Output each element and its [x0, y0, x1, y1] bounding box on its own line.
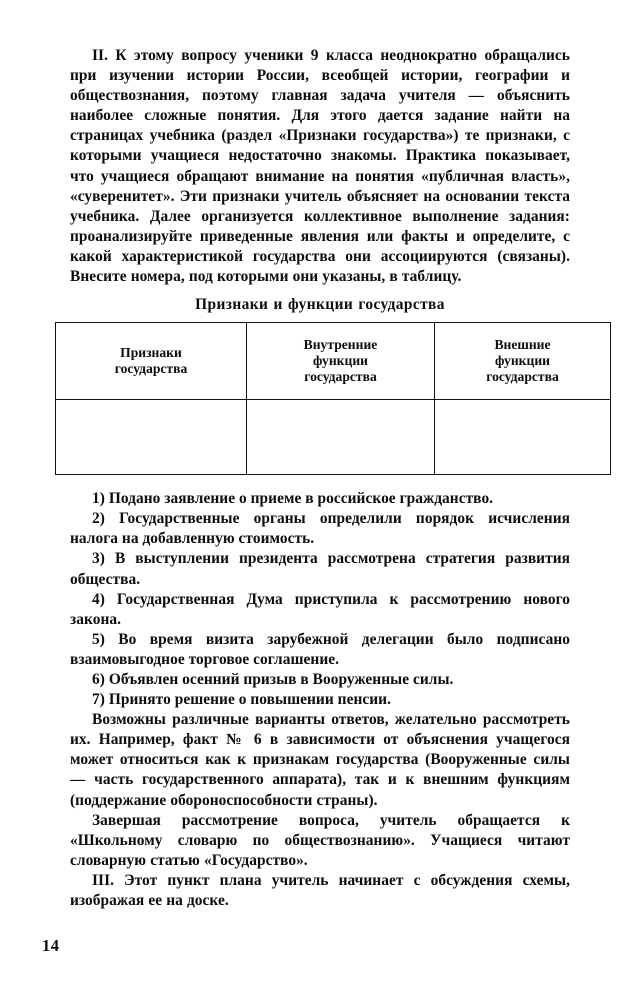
header-line: государства	[304, 369, 377, 385]
header-line: функции	[494, 352, 551, 368]
table-header-cell-internal-functions	[247, 323, 435, 400]
header-line: государства	[114, 361, 188, 377]
page-content	[70, 46, 570, 911]
table-header	[56, 323, 611, 400]
numbered-list	[70, 489, 570, 710]
list-item: 4) Государственная Дума приступила к рассмотрению нового закона.	[70, 590, 570, 628]
paragraph-section-ii: II. К этому вопросу ученики 9 класса неоднократно обращались при изучении истории России, всеобщей истории, географии и обществознания, поэтому главная задача учителя — объяснить наиболее сложные понятия. Для этого дается задание найти на страницах учебника (раздел «Признаки государства») те признаки, с которыми учащиеся недостаточно знакомы. Практика показывает, что учащиеся обращают внимание на понятия «публичная власть», «суверенитет». Эти признаки учитель объясняет на основании текста учебника. Далее организуется коллективное выполнение задания: проанализируйте приведенные явления или факты и определите, с какой характеристикой государства они ассоциируются (связаны). Внесите номера, под которыми они указаны, в таблицу.	[70, 47, 570, 286]
table-cell-internal-blank[interactable]	[247, 400, 435, 475]
header-line: Признаки	[120, 344, 182, 360]
header-line: государства	[486, 369, 559, 385]
table-body	[56, 400, 611, 475]
list-item: 2) Государственные органы определили порядок исчисления налога на добавленную стоимость.	[70, 510, 570, 548]
header-line: функции	[312, 352, 369, 368]
paragraph-section-iii: III. Этот пункт плана учитель начинает с обсуждения схемы, изображая ее на доске.	[70, 871, 570, 909]
paragraph-school-dictionary: Завершая рассмотрение вопроса, учитель обращается к «Школьному словарю по обществознанию». Учащиеся читают словарную статью «Государство».	[70, 811, 570, 869]
table-caption: Признаки и функции государства	[195, 296, 445, 314]
table-header-cell-external-functions	[435, 323, 611, 400]
list-item: 7) Принято решение о повышении пенсии.	[92, 691, 391, 709]
table-cell-external-blank[interactable]	[435, 400, 611, 475]
header-line: Внешние	[494, 336, 551, 352]
list-item: 3) В выступлении президента рассмотрена стратегия развития общества.	[70, 550, 570, 588]
signs-and-functions-table	[55, 322, 611, 475]
table-cell-signs-blank[interactable]	[56, 400, 247, 475]
paragraph-answer-variants: Возможны различные варианты ответов, желательно рассмотреть их. Например, факт № 6 в зависимости от объяснения учащегося может относиться как к признакам государства (Вооруженные силы — часть государственного аппарата), так и к внешним функциям (поддержание обороноспособности страны).	[70, 711, 570, 809]
header-line: Внутренние	[303, 336, 378, 352]
list-item: 6) Объявлен осенний призыв в Вооруженные силы.	[92, 670, 454, 688]
page-number: 14	[42, 936, 60, 955]
table-wrapper	[55, 322, 571, 475]
list-item: 1) Подано заявление о приеме в российское гражданство.	[92, 490, 494, 508]
list-item: 5) Во время визита зарубежной делегации было подписано взаимовыгодное торговое соглашение.	[70, 630, 570, 668]
table-row	[56, 400, 611, 475]
table-header-cell-signs	[56, 323, 247, 400]
table-header-row	[56, 323, 611, 400]
